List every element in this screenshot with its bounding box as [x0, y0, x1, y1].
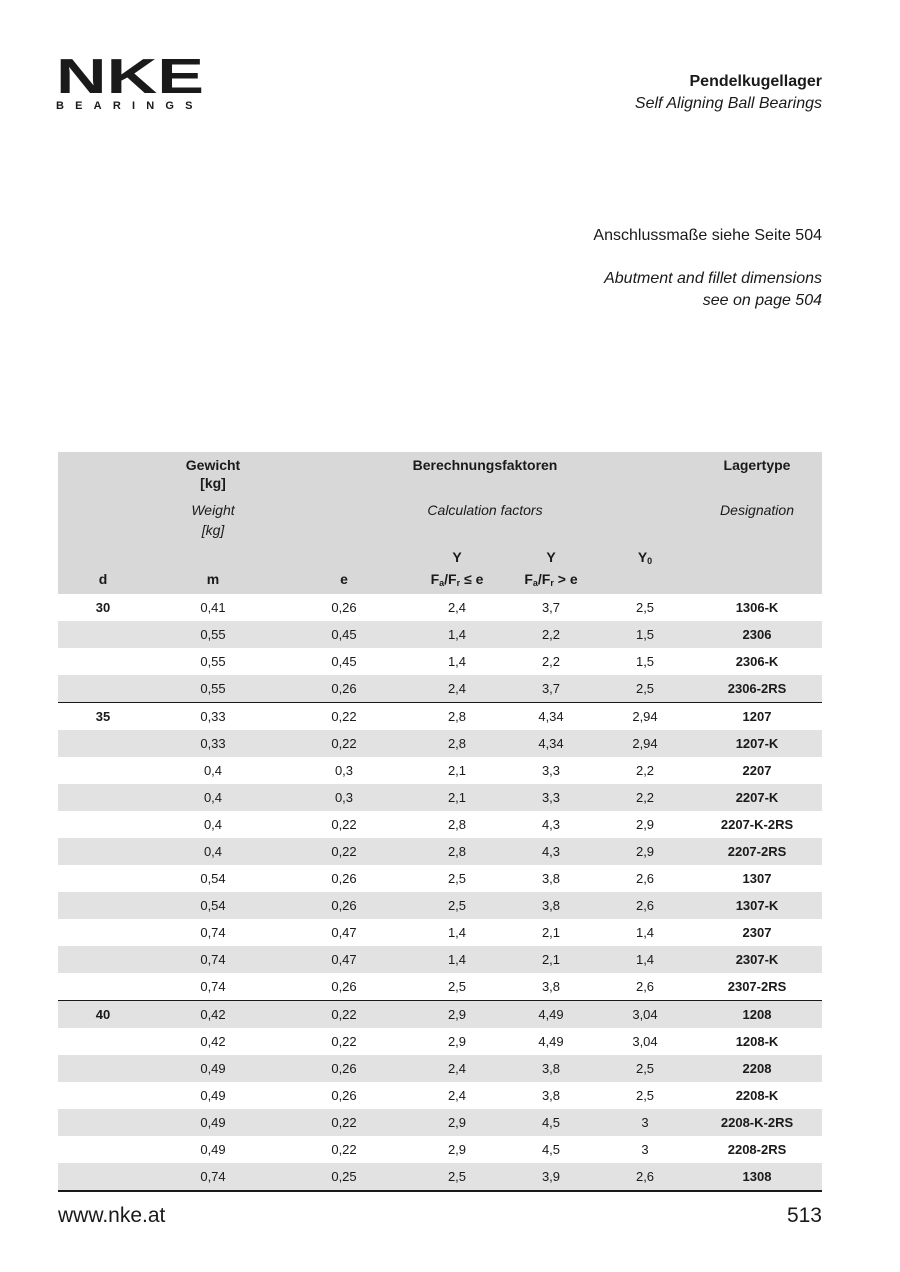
cell-type: 2208-K — [735, 1088, 779, 1103]
cell-type: 2208-2RS — [727, 1142, 787, 1157]
cell-y0: 2,5 — [598, 1055, 692, 1082]
table-row — [58, 865, 822, 892]
cell-y0: 3 — [598, 1109, 692, 1136]
cell-y0: 2,5 — [635, 1088, 655, 1103]
cell-type: 1207-K — [692, 730, 822, 757]
cell-y1: 2,5 — [410, 1163, 504, 1191]
brand-logo — [56, 56, 206, 112]
cell-type: 2307 — [742, 925, 772, 940]
cell-e: 0,26 — [278, 973, 410, 1001]
cell-m: 0,49 — [200, 1088, 226, 1103]
header-factors-en: Calculation factors — [278, 500, 692, 546]
table-row — [58, 838, 822, 865]
cell-d — [58, 757, 148, 784]
cell-d — [58, 621, 148, 648]
table-row — [58, 946, 822, 973]
cell-y2: 4,34 — [504, 730, 598, 757]
cell-y2: 3,3 — [504, 784, 598, 811]
col-header-e: e — [278, 546, 410, 594]
cell-type: 1307-K — [692, 892, 822, 919]
cell-e: 0,22 — [331, 1034, 357, 1049]
cell-y1: 2,4 — [447, 600, 467, 615]
cell-y1: 2,4 — [410, 675, 504, 703]
cell-m: 0,4 — [148, 838, 278, 865]
cell-type: 2307-2RS — [692, 973, 822, 1001]
header-type-en: Designation — [692, 500, 822, 546]
cell-y2: 3,8 — [504, 1055, 598, 1082]
cell-type: 1207 — [742, 709, 772, 724]
cell-type: 1208-K — [735, 1034, 779, 1049]
cell-type: 2207-K-2RS — [720, 817, 794, 832]
cell-y1: 2,8 — [447, 817, 467, 832]
page-title-block — [635, 72, 822, 116]
cell-y1: 2,9 — [447, 1142, 467, 1157]
cell-d — [58, 1109, 148, 1136]
header-row-columns — [58, 546, 822, 594]
cell-y1: 2,8 — [447, 709, 467, 724]
col-header-y1: Y $F_a/F_r \le e$ — [410, 546, 504, 594]
table-row — [58, 1055, 822, 1082]
cell-y0: 1,4 — [635, 925, 655, 940]
cell-m: 0,41 — [200, 600, 226, 615]
cell-type: 2207 — [742, 763, 772, 778]
cell-m: 0,42 — [200, 1034, 226, 1049]
cell-y1: 2,8 — [410, 730, 504, 757]
cell-y2: 3,8 — [504, 892, 598, 919]
cell-type: 2207-2RS — [692, 838, 822, 865]
cell-d: 35 — [95, 709, 111, 724]
table-row — [58, 730, 822, 757]
cell-d — [58, 946, 148, 973]
cell-e: 0,22 — [278, 838, 410, 865]
cell-d — [58, 811, 148, 838]
cell-y2: 4,49 — [504, 1001, 598, 1029]
reference-note — [593, 226, 822, 312]
table-row — [58, 784, 822, 811]
cell-e: 0,26 — [331, 871, 357, 886]
cell-m: 0,55 — [200, 654, 226, 669]
cell-d — [58, 784, 148, 811]
cell-y0: 3 — [641, 1142, 649, 1157]
cell-m: 0,74 — [148, 946, 278, 973]
table-row — [58, 1163, 822, 1191]
cell-type: 2306 — [692, 621, 822, 648]
cell-m: 0,42 — [148, 1001, 278, 1029]
cell-type: 2307-K — [692, 946, 822, 973]
header-row-english — [58, 500, 822, 546]
cell-y1: 2,8 — [410, 838, 504, 865]
cell-e: 0,22 — [278, 1001, 410, 1029]
cell-type: 1307 — [742, 871, 772, 886]
cell-m: 0,55 — [148, 675, 278, 703]
cell-y2: 2,1 — [541, 925, 561, 940]
reference-english — [593, 268, 822, 312]
cell-m: 0,33 — [200, 709, 226, 724]
table-row — [58, 892, 822, 919]
cell-y1: 2,9 — [410, 1109, 504, 1136]
cell-y0: 2,2 — [635, 763, 655, 778]
table-row — [58, 594, 822, 621]
cell-y2: 4,3 — [504, 838, 598, 865]
cell-e: 0,45 — [278, 621, 410, 648]
table-row — [58, 703, 822, 731]
cell-type: 1308 — [692, 1163, 822, 1191]
cell-d — [58, 1163, 148, 1191]
cell-y1: 1,4 — [447, 925, 467, 940]
cell-y2: 2,2 — [541, 654, 561, 669]
table-row — [58, 757, 822, 784]
cell-y0: 3,04 — [598, 1001, 692, 1029]
cell-e: 0,25 — [278, 1163, 410, 1191]
cell-y0: 2,5 — [598, 675, 692, 703]
cell-m: 0,4 — [148, 784, 278, 811]
cell-e: 0,47 — [278, 946, 410, 973]
cell-e: 0,3 — [334, 763, 354, 778]
logo-text: NKE — [56, 56, 204, 96]
cell-type: 1208 — [692, 1001, 822, 1029]
table-row — [58, 1082, 822, 1109]
cell-e: 0,22 — [331, 709, 357, 724]
cell-e: 0,22 — [278, 730, 410, 757]
table-body — [58, 594, 822, 1191]
cell-d — [58, 838, 148, 865]
cell-m: 0,4 — [203, 817, 223, 832]
reference-english-line2: see on page 504 — [702, 292, 822, 309]
cell-e: 0,26 — [331, 600, 357, 615]
cell-m: 0,74 — [148, 973, 278, 1001]
cell-y1: 2,1 — [447, 763, 467, 778]
cell-e: 0,26 — [331, 1088, 357, 1103]
cell-m: 0,54 — [148, 892, 278, 919]
table-row — [58, 621, 822, 648]
cell-y2: 4,5 — [504, 1109, 598, 1136]
header-weight-de: Gewicht [kg] — [148, 452, 278, 500]
table-row — [58, 1109, 822, 1136]
cell-y1: 1,4 — [447, 654, 467, 669]
cell-y1: 2,9 — [447, 1034, 467, 1049]
header-type-de: Lagertype — [692, 452, 822, 500]
cell-y2: 4,49 — [538, 1034, 564, 1049]
cell-y1: 2,5 — [410, 973, 504, 1001]
cell-y0: 2,94 — [632, 709, 658, 724]
cell-y1: 2,5 — [410, 892, 504, 919]
cell-d — [58, 919, 148, 946]
nke-logo-mark — [56, 56, 204, 96]
cell-y0: 2,6 — [598, 892, 692, 919]
cell-m: 0,55 — [148, 621, 278, 648]
table-row — [58, 973, 822, 1001]
cell-y0: 2,6 — [635, 871, 655, 886]
cell-y2: 4,3 — [541, 817, 561, 832]
footer-url: www.nke.at — [58, 1204, 166, 1227]
cell-m: 0,49 — [148, 1109, 278, 1136]
cell-e: 0,26 — [278, 675, 410, 703]
cell-y1: 2,4 — [447, 1088, 467, 1103]
cell-y2: 2,1 — [504, 946, 598, 973]
cell-y2: 3,3 — [541, 763, 561, 778]
cell-y2: 3,8 — [541, 871, 561, 886]
cell-e: 0,22 — [331, 817, 357, 832]
cell-e: 0,45 — [331, 654, 357, 669]
cell-y2: 3,8 — [541, 1088, 561, 1103]
cell-y1: 1,4 — [410, 621, 504, 648]
cell-d: 40 — [58, 1001, 148, 1029]
cell-y0: 3,04 — [632, 1034, 658, 1049]
cell-y2: 4,5 — [541, 1142, 561, 1157]
cell-d — [58, 730, 148, 757]
col-header-d: d — [58, 546, 148, 594]
cell-d — [58, 648, 148, 675]
cell-d — [58, 892, 148, 919]
cell-type: 2306-2RS — [692, 675, 822, 703]
cell-m: 0,4 — [203, 763, 223, 778]
cell-e: 0,26 — [278, 1055, 410, 1082]
table-row — [58, 648, 822, 675]
cell-type: 2306-K — [735, 654, 779, 669]
cell-y0: 2,9 — [635, 817, 655, 832]
table-row — [58, 919, 822, 946]
table-row — [58, 675, 822, 703]
cell-type: 2207-K — [692, 784, 822, 811]
cell-y0: 2,6 — [598, 1163, 692, 1191]
cell-y2: 3,8 — [504, 973, 598, 1001]
cell-d — [58, 1028, 148, 1055]
col-header-type — [692, 546, 822, 594]
cell-d — [58, 675, 148, 703]
cell-y0: 2,5 — [635, 600, 655, 615]
cell-y0: 2,94 — [598, 730, 692, 757]
cell-y1: 2,4 — [410, 1055, 504, 1082]
cell-y2: 3,7 — [504, 675, 598, 703]
col-header-y2: Y $F_a/F_r > e$ — [504, 546, 598, 594]
reference-german: Anschlussmaße siehe Seite 504 — [593, 227, 822, 244]
cell-y1: 2,5 — [447, 871, 467, 886]
cell-m: 0,74 — [200, 925, 226, 940]
col-header-y0: $Y_0$ — [598, 546, 692, 594]
cell-y1: 2,9 — [410, 1001, 504, 1029]
cell-e: 0,22 — [331, 1142, 357, 1157]
cell-y2: 3,9 — [504, 1163, 598, 1191]
cell-d — [58, 973, 148, 1001]
cell-d — [58, 1055, 148, 1082]
cell-y0: 2,6 — [598, 973, 692, 1001]
cell-y0: 1,5 — [598, 621, 692, 648]
cell-y0: 1,5 — [635, 654, 655, 669]
cell-d — [58, 1136, 148, 1163]
title-english: Self Aligning Ball Bearings — [634, 95, 822, 112]
cell-e: 0,22 — [278, 1109, 410, 1136]
header-factors-de: Berechnungsfaktoren — [278, 452, 692, 500]
cell-y2: 3,7 — [541, 600, 561, 615]
cell-type: 2208 — [692, 1055, 822, 1082]
cell-y1: 2,1 — [410, 784, 504, 811]
cell-y0: 1,4 — [598, 946, 692, 973]
col-header-m: m — [148, 546, 278, 594]
table-row — [58, 1001, 822, 1029]
logo-subtitle: BEARINGS — [56, 100, 204, 112]
cell-y2: 2,2 — [504, 621, 598, 648]
cell-d: 30 — [95, 600, 111, 615]
cell-e: 0,26 — [278, 892, 410, 919]
cell-e: 0,47 — [331, 925, 357, 940]
cell-d — [58, 1082, 148, 1109]
cell-e: 0,3 — [278, 784, 410, 811]
cell-m: 0,49 — [148, 1055, 278, 1082]
table-row — [58, 1136, 822, 1163]
cell-m: 0,33 — [148, 730, 278, 757]
cell-y0: 2,2 — [598, 784, 692, 811]
reference-english-line1: Abutment and fillet dimensions — [604, 270, 822, 287]
page-number: 513 — [786, 1204, 822, 1227]
header-row-german — [58, 452, 822, 500]
cell-type: 2208-K-2RS — [692, 1109, 822, 1136]
header-weight-en: Weight [kg] — [148, 500, 278, 546]
table-row — [58, 1028, 822, 1055]
cell-y0: 2,9 — [598, 838, 692, 865]
bearing-data-table — [58, 452, 822, 1192]
cell-m: 0,74 — [148, 1163, 278, 1191]
table-row — [58, 811, 822, 838]
cell-m: 0,49 — [200, 1142, 226, 1157]
cell-d — [58, 865, 148, 892]
cell-y1: 1,4 — [410, 946, 504, 973]
title-german: Pendelkugellager — [689, 73, 822, 90]
cell-y2: 4,34 — [538, 709, 564, 724]
cell-type: 1306-K — [735, 600, 779, 615]
cell-m: 0,54 — [200, 871, 226, 886]
